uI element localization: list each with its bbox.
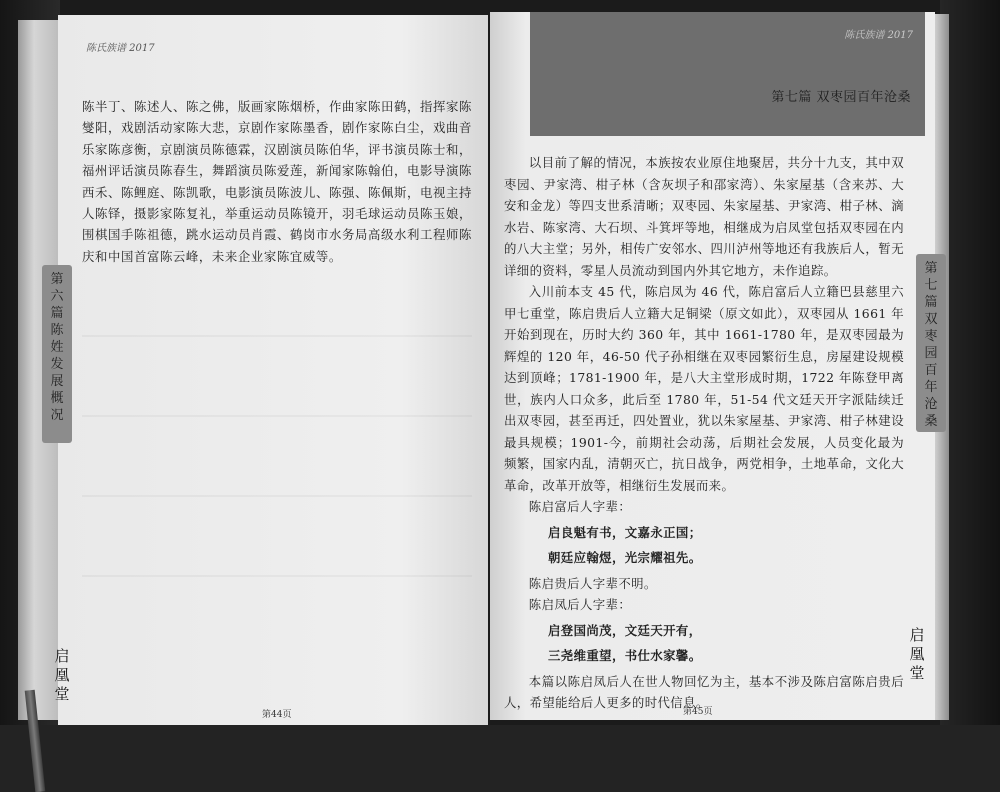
tab-char: 桑 xyxy=(924,414,938,429)
left-page xyxy=(50,15,488,725)
generation-label: 陈启富后人字辈： xyxy=(528,499,632,514)
chapter-title: 第七篇 双枣园百年沧桑 xyxy=(771,90,911,105)
tab-char: 七 xyxy=(924,278,938,293)
closing-paragraph: 本篇以陈启凤后人在世人物回忆为主，基本不涉及陈启富陈启贵后人，希望能给后人更多的时代信息。 xyxy=(504,673,904,710)
generation-poem-line: 三尧维重望，书仕水家馨。 xyxy=(548,648,702,663)
tab-char: 双 xyxy=(924,312,938,327)
tab-char: 百 xyxy=(924,363,938,378)
tab-char: 篇 xyxy=(924,295,938,310)
tab-char: 发 xyxy=(50,357,64,372)
generation-label: 陈启贵后人字辈不明。 xyxy=(528,575,657,591)
tab-char: 展 xyxy=(50,374,64,389)
right-page-number: 第45页 xyxy=(683,707,713,717)
tab-char: 姓 xyxy=(50,340,64,355)
tab-char: 篇 xyxy=(50,306,64,321)
show-through-line xyxy=(82,415,472,417)
body-paragraph: 入川前本支 45 代，陈启凤为 46 代，陈启富后人立籍巴县慈里六甲七重堂，陈启贵后人立籍大足铜梁（原文如此），双枣园从 1661 年开始到现在，历时大约 360 年，其中 1661-1780 年，是双枣园最为辉煌的 120 年，46-50 代子孙相继在双枣园繁衍生息，房屋建设规模达到顶峰；1781-1900 年，是八大主堂形成时期，1722 年陈登甲离世，族内人口众多，此后至 1780 年，51-54 代文廷天开字派陆续迁出双枣园，甚至再迁，四处置业，犹以朱家屋基、尹家湾、柑子林建设最具规模；1901-今，前期社会动荡，后期社会发展，人员变化最为 频繁，国家内乱，清朝灭亡，抗日战争，两党相争，土地革命，文化大革命，改革开放等，相继衍生发展而来。 xyxy=(504,284,904,493)
generation-poem-line: 启登国尚茂，文廷天开有， xyxy=(548,622,702,638)
show-through-line xyxy=(82,495,472,497)
tab-char: 沧 xyxy=(924,397,938,412)
generation-poem-line: 启良魁有书，文嘉永正国； xyxy=(548,524,702,540)
show-through-line xyxy=(82,575,472,577)
hall-signature-right xyxy=(908,626,926,683)
show-through-line xyxy=(82,335,472,337)
signature-char: 启 xyxy=(54,647,70,665)
generation-poem-line: 朝廷应翰煜，光宗耀祖先。 xyxy=(548,550,702,565)
signature-char: 凰 xyxy=(54,666,70,684)
right-page-body xyxy=(504,152,904,714)
body-paragraph: 以目前了解的情况，本族按农业原住地聚居，共分十九支，其中双枣园、尹家湾、柑子林（含灰坝子和邵家湾）、朱家屋基（含来苏、大安和金龙）等四支世系清晰；双枣园、朱家屋基、尹家湾、柑子林、滴水岩、陈家湾、大石坝、斗箕坪等地，相继成为启凤堂包括双枣园在内的八大主堂；另外，相传广安邻水、四川泸州等地还有我族后人，暂无详细的资料，零星人员流动到国内外其它地方，未作追踪。 xyxy=(504,155,904,278)
right-running-head: 陈氏族谱 2017 xyxy=(844,30,913,41)
tab-char: 第 xyxy=(50,272,64,287)
generation-label: 陈启凤后人字辈： xyxy=(528,597,632,612)
background-bottom xyxy=(0,725,1000,792)
tab-char: 第 xyxy=(924,261,938,276)
tab-char: 六 xyxy=(50,289,64,304)
tab-char: 概 xyxy=(50,391,64,406)
chapter-header-block xyxy=(530,12,925,136)
right-page xyxy=(490,12,938,720)
signature-char: 凰 xyxy=(909,645,925,663)
left-running-head: 陈氏族谱 2017 xyxy=(86,43,155,54)
tab-char: 枣 xyxy=(924,329,938,344)
tab-char: 陈 xyxy=(50,323,64,338)
chapter-tab-right xyxy=(916,254,946,432)
left-page-number: 第44页 xyxy=(262,710,292,720)
tab-char: 年 xyxy=(924,380,938,395)
tab-char: 园 xyxy=(924,346,938,361)
left-page-paragraph: 陈半丁、陈述人、陈之佛，版画家陈烟桥，作曲家陈田鹤，指挥家陈燮阳，戏剧活动家陈大悲，京剧作家陈墨香，剧作家陈白尘，戏曲音乐家陈彦衡，京剧演员陈德霖，汉剧演员陈伯华，评书演员陈士和，福州评话演员陈春生，舞蹈演员陈爱莲，新闻家陈翰伯，电影导演陈西禾、陈鲤庭、陈凯歌，电影演员陈波儿、陈强、陈佩斯，电视主持人陈铎，摄影家陈复礼，举重运动员陈镜开，羽毛球运动员陈玉娘，围棋国手陈祖德，跳水运动员肖霞、鹤岗市水务局高级水利工程师陈庆和中国首富陈云峰，未来企业家陈宜威等。 xyxy=(82,99,472,264)
background-right xyxy=(940,0,1000,792)
signature-char: 堂 xyxy=(54,685,70,703)
signature-char: 启 xyxy=(909,626,925,644)
signature-char: 堂 xyxy=(909,664,925,682)
tab-char: 况 xyxy=(50,408,64,423)
chapter-tab-left xyxy=(42,265,72,443)
hall-signature-left xyxy=(53,647,71,704)
